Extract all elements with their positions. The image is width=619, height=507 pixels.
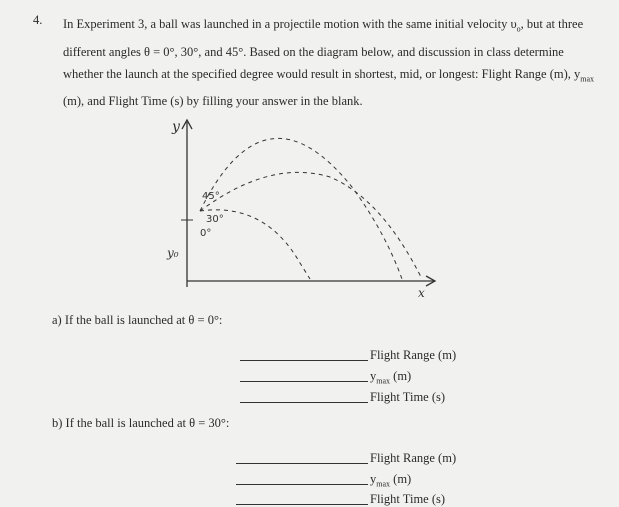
part-b-ymax-y: y [370,472,377,486]
part-b-flight-time-label: Flight Time (s) [370,492,446,506]
question-text-part1: In Experiment 3, a ball was launched in a projectile motion with the same initial velocity υ [63,17,517,31]
y0-label: y₀ [167,246,179,260]
ymax-subscript: max [580,74,595,83]
part-a-flight-range-blank[interactable] [240,360,368,361]
angle-label-45: 45° [202,191,220,202]
part-b-flight-time-blank[interactable] [236,504,368,505]
question-text-part2: , but at three different angles θ = 0°, 30°, and 45°. Based on the diagram below, and discussion in class determine whether the launch at the specified degree would result in shortest, mid, or longest: Flight Range (m), y [63,17,584,81]
part-a-ymax-y: y [370,369,377,383]
part-b-ymax-blank[interactable] [236,484,368,485]
trajectory-30 [200,172,422,279]
question-text [63,13,603,112]
part-a-flight-range-label: Flight Range (m) [370,348,457,362]
v0-subscript: o [516,24,521,34]
question-number: 4. [33,13,43,27]
part-a-ymax-label [370,369,411,386]
angle-label-0: 0° [200,228,212,239]
trajectory-45 [200,138,402,279]
angle-label-30: 30° [206,214,224,225]
part-a-ymax-rest: (m) [390,369,412,383]
projectile-diagram [160,107,450,300]
part-a-flight-time-blank[interactable] [240,402,368,403]
x-axis-label: x [418,286,425,300]
part-b-ymax-rest: (m) [390,472,412,486]
question-text-part3: (m), and Flight Time (s) by filling your answer in the blank. [63,94,363,108]
part-b-label: b) If the ball is launched at θ = 30°: [52,416,230,430]
part-a-flight-time-label: Flight Time (s) [370,390,446,404]
part-b-flight-range-label: Flight Range (m) [370,451,457,465]
part-a-label: a) If the ball is launched at θ = 0°: [52,313,223,327]
part-a-ymax-sub: max [376,376,391,386]
part-b-ymax-sub: max [376,479,391,489]
y-axis-label: y [172,119,180,135]
part-b-flight-range-blank[interactable] [236,463,368,464]
part-a-ymax-blank[interactable] [240,381,368,382]
part-b-ymax-label [370,472,411,489]
